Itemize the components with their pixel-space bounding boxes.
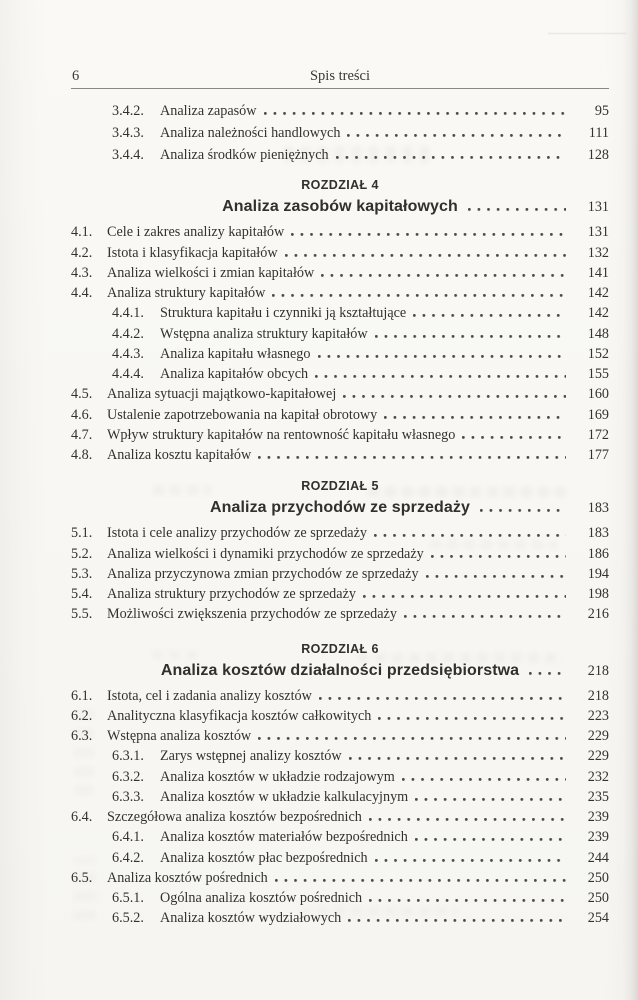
toc-entry-title: Analiza kosztów wydziałowych [160, 910, 342, 927]
toc-entry-page: 186 [587, 545, 609, 562]
dot-leader [404, 615, 566, 618]
toc-entry-page: 111 [588, 124, 609, 141]
toc-entry-4-4-3 [71, 344, 609, 364]
toc-entry-page: 218 [587, 687, 609, 704]
dot-leader [378, 717, 566, 720]
toc-entry-title: Analiza środków pieniężnych [160, 146, 329, 163]
toc-entry-5-5 [71, 604, 609, 624]
toc-entry-title: Analiza przyczynowa zmian przychodów ze sprzedaży [107, 565, 419, 582]
dot-leader [349, 757, 566, 760]
dot-leader [348, 919, 566, 922]
toc-entry-number: 6.2. [71, 707, 93, 724]
toc-entry-page: 142 [587, 305, 609, 322]
dot-leader [415, 798, 566, 801]
toc-entry-number: 6.5. [71, 869, 93, 886]
dot-leader [413, 314, 566, 317]
toc-entry-title: Analiza kosztów w układzie rodzajowym [160, 768, 395, 785]
toc-entry-page: 239 [587, 809, 609, 826]
toc-entry-3-4-3 [71, 123, 609, 145]
toc-entry-title: Analiza wielkości i dynamiki przychodów ze sprzedaży [107, 545, 424, 562]
toc-entry-page: 95 [594, 103, 609, 119]
toc-entry-4-3 [71, 263, 609, 283]
dot-leader [318, 355, 567, 358]
toc-entry-number: 6.4. [71, 809, 93, 826]
toc-entry-5-2 [71, 544, 609, 564]
toc-entry-page: 229 [587, 728, 609, 745]
toc-entry-4-8 [71, 445, 609, 465]
dot-leader [375, 859, 566, 862]
toc-entry-number: 4.4.4. [112, 366, 144, 383]
toc-entry-page: 152 [587, 345, 609, 362]
toc-entry-6-5-2 [71, 908, 609, 928]
dot-leader [315, 375, 566, 378]
chapter-label: ROZDZIAŁ 5 [301, 479, 379, 494]
toc-entry-number: 6.5.2. [112, 910, 144, 927]
toc-entry-title: Analiza kosztu kapitałów [107, 447, 252, 464]
toc-entry-4-6 [71, 405, 609, 425]
toc-entry-number: 5.4. [71, 586, 93, 603]
chapter-title-line [71, 195, 609, 219]
page-number: 6 [72, 68, 80, 84]
toc-entry-number: 6.3.2. [112, 768, 144, 785]
toc-entry-page: 244 [587, 849, 609, 866]
toc-entry-number: 6.3.1. [112, 748, 144, 765]
toc-entry-page: 216 [587, 606, 609, 623]
toc-entry-page: 235 [587, 788, 609, 805]
chapter-heading [71, 639, 609, 683]
toc-chapter-rozdział-6 [71, 639, 609, 929]
toc-entry-page: 148 [587, 325, 609, 342]
dot-leader [369, 899, 566, 902]
toc-entry-4-4-2 [71, 324, 609, 344]
dot-leader [415, 838, 566, 841]
toc-entry-5-3 [71, 564, 609, 584]
dot-leader [258, 737, 566, 740]
toc-entry-title: Wstępna analiza kosztów [107, 728, 252, 745]
toc-entry-6-5 [71, 868, 609, 888]
toc-entry-number: 4.4.3. [112, 345, 144, 362]
toc-entry-number: 4.4. [71, 285, 93, 302]
chapter-page: 218 [587, 662, 609, 679]
toc-entry-6-3 [71, 726, 609, 746]
toc-entry-4-4-1 [71, 303, 609, 323]
toc-entry-page: 155 [587, 366, 609, 383]
dot-leader [264, 112, 566, 115]
toc-entry-number: 4.4.1. [112, 305, 144, 322]
running-title: Spis treści [309, 68, 370, 84]
dot-leader [275, 879, 566, 882]
dot-leader [291, 233, 566, 236]
toc-entry-number: 6.5.1. [112, 890, 144, 907]
toc-entry-5-1 [71, 523, 609, 543]
chapter-title-line [71, 659, 609, 683]
chapter-entries [71, 686, 609, 929]
dot-leader [374, 534, 566, 537]
chapter-title: Analiza zasobów kapitałowych [222, 198, 458, 216]
toc-entry-3-4-4 [71, 145, 609, 167]
toc-entry-page: 223 [587, 707, 609, 724]
chapter-heading [71, 476, 609, 520]
toc-entry-title: Struktura kapitału i czynniki ją kształtujące [160, 305, 407, 322]
toc-entry-4-4 [71, 283, 609, 303]
toc-entry-number: 6.1. [71, 687, 93, 704]
toc-entry-number: 4.7. [71, 426, 93, 443]
dot-leader [363, 595, 566, 598]
toc-entry-page: 132 [587, 244, 609, 261]
dot-leader [480, 509, 566, 512]
toc-entry-page: 250 [587, 869, 609, 886]
toc-entry-title: Analiza kosztów płac bezpośrednich [160, 849, 368, 866]
toc-entry-title: Istota, cel i zadania analizy kosztów [107, 687, 312, 704]
toc-entry-title: Ogólna analiza kosztów pośrednich [160, 890, 363, 907]
toc-entry-number: 4.6. [71, 406, 93, 423]
toc-entry-number: 3.4.2. [112, 103, 144, 119]
toc-entry-6-3-2 [71, 767, 609, 787]
chapter-label: ROZDZIAŁ 4 [301, 178, 379, 193]
chapter-page: 131 [587, 199, 609, 216]
toc-entry-number: 4.3. [71, 264, 93, 281]
toc-entry-5-4 [71, 584, 609, 604]
dot-leader [285, 254, 566, 257]
toc-entry-title: Analiza kosztów materiałów bezpośrednich [160, 829, 408, 846]
toc-entry-number: 4.2. [71, 244, 93, 261]
chapter-label: ROZDZIAŁ 6 [301, 641, 379, 656]
toc-chapter-rozdział-4 [71, 175, 609, 465]
toc-entry-page: 250 [587, 890, 609, 907]
toc-entry-6-3-3 [71, 787, 609, 807]
toc-entry-title: Szczegółowa analiza kosztów bezpośrednich [107, 809, 362, 826]
toc-entry-number: 4.1. [71, 224, 93, 241]
toc-entry-6-4 [71, 807, 609, 827]
chapter-title-line [71, 496, 609, 520]
chapter-title: Analiza przychodów ze sprzedaży [209, 499, 471, 517]
dot-leader [426, 575, 566, 578]
toc-entry-page: 194 [587, 565, 609, 582]
toc-entry-title: Cele i zakres analizy kapitałów [107, 224, 285, 241]
toc-entry-6-4-1 [71, 827, 609, 847]
dot-leader [529, 672, 566, 675]
toc-entry-page: 172 [587, 426, 609, 443]
dot-leader [336, 156, 566, 159]
toc-entry-number: 6.4.1. [112, 829, 144, 846]
dot-leader [462, 436, 566, 439]
chapter-entries [71, 523, 609, 624]
toc-entry-6-3-1 [71, 746, 609, 766]
toc-entry-page: 239 [587, 829, 609, 846]
toc-entry-number: 6.3.3. [112, 788, 144, 805]
toc-entry-number: 4.5. [71, 386, 93, 403]
toc-entry-page: 198 [587, 586, 609, 603]
dot-leader [468, 208, 566, 211]
chapter-title-right [519, 659, 609, 683]
toc-entry-title: Ustalenie zapotrzebowania na kapitał obrotowy [107, 406, 378, 423]
toc-entry-title: Wpływ struktury kapitałów na rentowność kapitału własnego [107, 426, 456, 443]
toc-entry-page: 128 [587, 146, 609, 163]
dot-leader [369, 818, 566, 821]
toc-entry-title: Analiza kosztów w układzie kalkulacyjnym [160, 788, 409, 805]
dot-leader [343, 395, 566, 398]
toc-entry-title: Istota i cele analizy przychodów ze sprzedaży [107, 525, 367, 542]
toc-entry-3-4-2 [71, 101, 609, 123]
toc-entry-6-4-2 [71, 848, 609, 868]
toc-entry-number: 6.4.2. [112, 849, 144, 866]
toc-entry-page: 183 [587, 525, 609, 542]
toc-entry-page: 229 [587, 748, 609, 765]
dot-leader [272, 294, 566, 297]
toc-entry-number: 5.2. [71, 545, 93, 562]
chapter-title: Analiza kosztów działalności przedsiębiorstwa [160, 661, 520, 679]
toc-entry-title: Analiza sytuacji majątkowo-kapitałowej [107, 386, 337, 403]
dot-leader [375, 335, 566, 338]
toc-entry-4-2 [71, 243, 609, 263]
toc-entry-title: Analiza należności handlowych [160, 124, 341, 141]
toc-entry-title: Analiza struktury przychodów ze sprzedaży [107, 586, 356, 603]
toc-entry-title: Analiza zapasów [160, 103, 257, 119]
toc-chapter-rozdział-5 [71, 476, 609, 624]
dot-leader [321, 274, 566, 277]
toc-entry-title: Analiza kapitałów obcych [160, 366, 309, 383]
toc-entry-page: 142 [587, 285, 609, 302]
toc-entry-title: Analiza kosztów pośrednich [107, 869, 268, 886]
toc-entry-number: 5.1. [71, 525, 93, 542]
toc-entry-title: Analiza wielkości i zmian kapitałów [107, 264, 315, 281]
toc-entry-number: 5.3. [71, 565, 93, 582]
dot-leader [319, 697, 566, 700]
toc-entry-number: 3.4.3. [112, 124, 144, 141]
toc-entry-page: 131 [587, 224, 609, 241]
toc-preceding-entries [71, 101, 609, 166]
toc-entry-title: Możliwości zwiększenia przychodów ze sprzedaży [107, 606, 397, 623]
toc-entry-page: 141 [587, 264, 609, 281]
toc-entry-title: Wstępna analiza struktury kapitałów [160, 325, 368, 342]
toc-entry-4-1 [71, 222, 609, 242]
toc-entry-number: 4.4.2. [112, 325, 144, 342]
toc-entry-number: 3.4.4. [112, 146, 144, 163]
dot-leader [347, 134, 566, 137]
toc-entry-4-7 [71, 425, 609, 445]
toc-entry-page: 177 [587, 447, 609, 464]
toc-entry-title: Istota i klasyfikacja kapitałów [107, 244, 278, 261]
dot-leader [431, 555, 566, 558]
toc-entry-title: Analiza kapitału własnego [160, 345, 311, 362]
toc-entry-number: 6.3. [71, 728, 93, 745]
toc-entry-4-4-4 [71, 364, 609, 384]
toc-entry-page: 254 [587, 910, 609, 927]
toc-entry-page: 169 [587, 406, 609, 423]
table-of-contents [71, 101, 609, 929]
toc-entry-title: Analityczna klasyfikacja kosztów całkowitych [107, 707, 372, 724]
chapter-entries [71, 222, 609, 465]
toc-entry-title: Analiza struktury kapitałów [107, 285, 266, 302]
toc-entry-number: 5.5. [71, 606, 93, 623]
page-header [71, 0, 609, 89]
toc-entry-6-1 [71, 686, 609, 706]
toc-entry-4-5 [71, 384, 609, 404]
chapter-title-right [458, 195, 609, 219]
toc-entry-6-5-1 [71, 888, 609, 908]
toc-entry-number: 4.8. [71, 447, 93, 464]
toc-entry-6-2 [71, 706, 609, 726]
toc-entry-page: 232 [587, 768, 609, 785]
chapter-heading [71, 175, 609, 219]
toc-page-content [71, 0, 609, 929]
toc-entry-title: Zarys wstępnej analizy kosztów [160, 748, 342, 765]
toc-entry-page: 160 [587, 386, 609, 403]
chapter-page: 183 [587, 500, 609, 517]
dot-leader [384, 416, 566, 419]
chapter-title-right [470, 496, 609, 520]
dot-leader [258, 456, 566, 459]
dot-leader [402, 778, 566, 781]
